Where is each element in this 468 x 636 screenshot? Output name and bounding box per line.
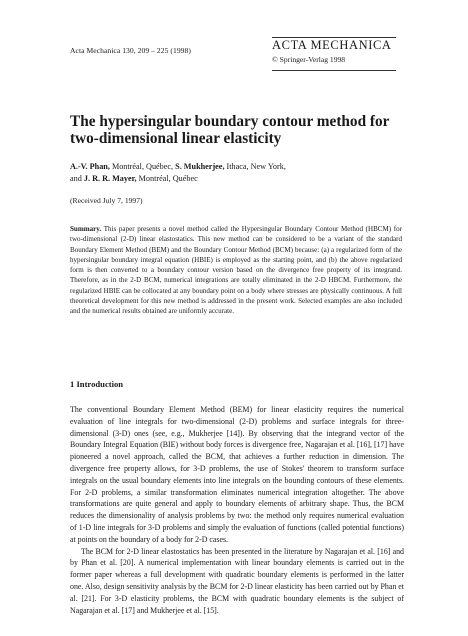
author-name: S. Mukherjee, [175, 162, 225, 171]
author-name: J. R. R. Mayer, [83, 173, 137, 183]
body-paragraph: The BCM for 2-D linear elastostatics has been presented in the literature by Nagarajan et al. [16] and by Phan et al. [20]. A numerical implementation with linear boundary elements is carried out in the former paper whereas a full development with quadratic boundary elements is performed in the latter one. Also, design sensitivity analysis by the BCM for 2-D linear elasticity has been carried out by Phan et al. [21]. For 3-D elasticity problems, the BCM with quadratic boundary elements is the subject of Nagarajan et al. [17] and Mukherjee et al. [15]. [70, 546, 404, 615]
section-heading: 1 Introduction [70, 379, 124, 389]
journal-masthead [272, 37, 396, 71]
abstract [70, 224, 402, 316]
author-affiliation: Ithaca, New York, [224, 162, 286, 171]
author-conjunction: and [70, 173, 84, 183]
abstract-text: This paper presents a novel method called the Hypersingular Boundary Contour Method (HBCM) for two-dimensional (2-D) linear elastostatics. This new method can be considered to be a variant of the standard Boundary Element Method (BEM) and the Boundary Contour Method (BCM) because: (a) a regularized form of the hypersingular boundary integral equation (HBIE) is employed as the starting point, and (b) the above regularized form is then converted to a boundary contour version based on the divergence free property of its integrand. Therefore, as in the 2-D BCM, numerical integrations are totally eliminated in the 2-D HBCM. Furthermore, the regularized HBIE can be collocated at any boundary point on a body where stresses are physically continuous. A full theoretical development for this new method is addressed in the present work. Selected examples are also included and the numerical results obtained are uniformly accurate. [70, 225, 402, 315]
received-date: (Received July 7, 1997) [70, 196, 143, 205]
abstract-label: Summary. [70, 225, 102, 233]
author-list [70, 161, 410, 184]
article-title: The hypersingular boundary contour method for two-dimensional linear elasticity [70, 113, 390, 147]
masthead-bottom-rule [272, 70, 396, 71]
author-name: A.-V. Phan, [70, 162, 110, 171]
author-affiliation: Montréal, Québec, [109, 162, 176, 171]
journal-name: ACTA MECHANICA [272, 38, 392, 52]
author-affiliation: Montréal, Québec [136, 173, 198, 183]
journal-citation: Acta Mechanica 130, 209 – 225 (1998) [70, 46, 191, 55]
publisher-copyright: © Springer-Verlag 1998 [272, 55, 346, 64]
section-body [70, 404, 404, 616]
body-paragraph: The conventional Boundary Element Method (BEM) for linear elasticity requires the numerical evaluation of line integrals for two-dimensional (2-D) problems and surface integrals for three-dimensional (3-D) ones (see, e.g., Mukherjee [14]). By observing that the integrand vector of the Boundary Integral Equation (BIE) without body forces is divergence free, Nagarajan et al. [16], [17] have pioneered a novel approach, called the BCM, that achieves a further reduction in dimension. The divergence free property allows, for 3-D problems, the use of Stokes' theorem to transform surface integrals on the usual boundary elements into line integrals on the bounding contours of these elements. For 2-D problems, a similar transformation eliminates numerical integration altogether. The above transformations are quite general and apply to boundary elements of arbitrary shape. Thus, the BCM reduces the dimensionality of analysis problems by two: the method only requires numerical evaluation of 1-D line integrals for 3-D problems and simply the evaluation of functions (called potential functions) at points on the boundary of a body for 2-D cases. [70, 405, 404, 544]
